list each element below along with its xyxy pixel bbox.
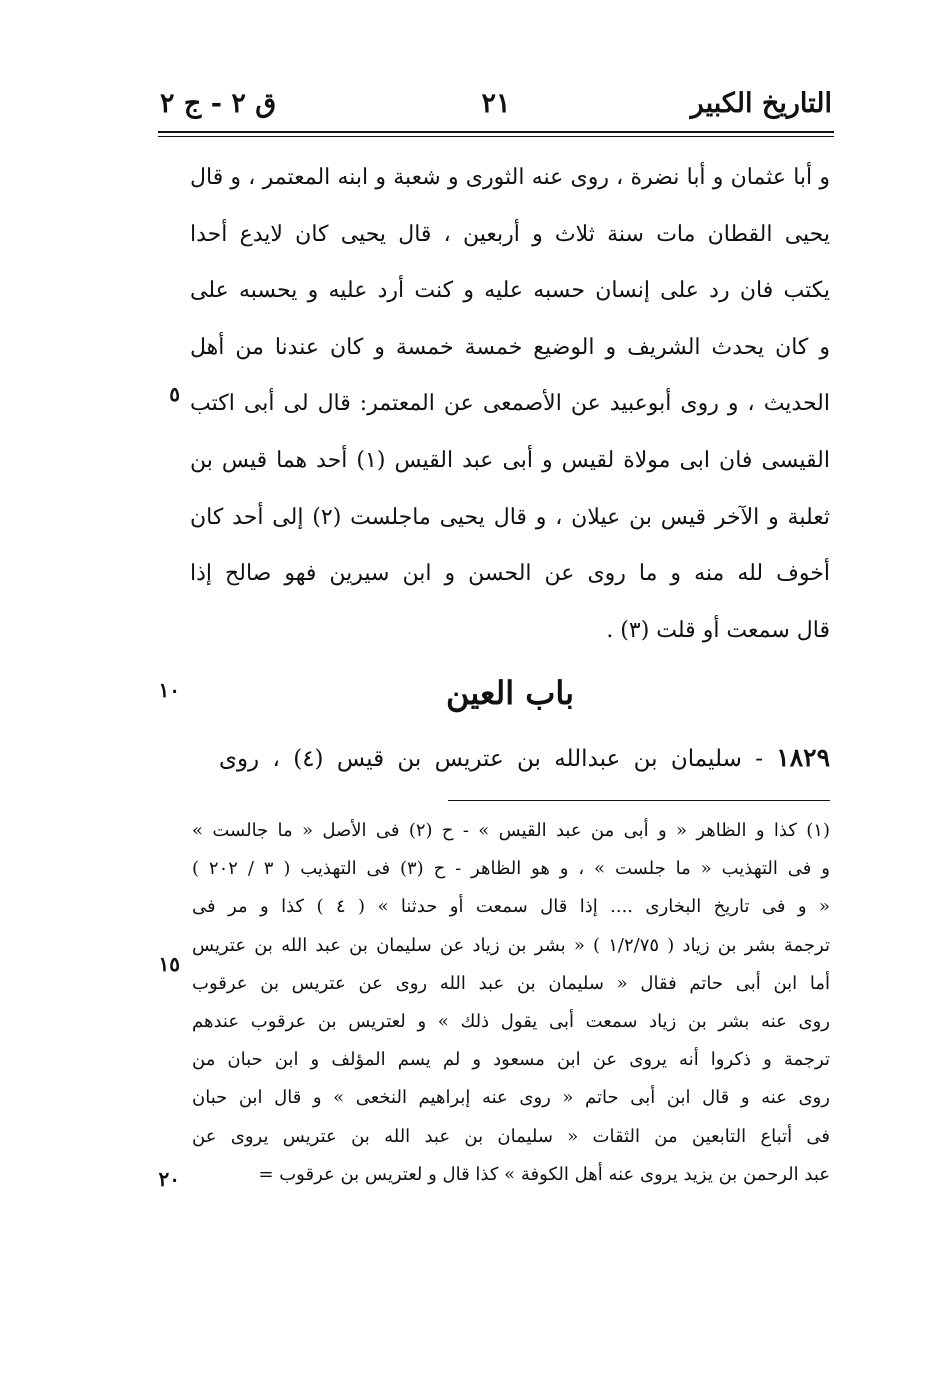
entry-number: ١٨٢٩ [776, 743, 830, 772]
entry-text: سليمان بن عبدالله بن عتريس بن قيس (٤) ، روى [218, 746, 742, 772]
header-rule-thin [158, 136, 834, 137]
footnote-line: روى عنه بشر بن زياد سمعت أبى يقول ذلك » و لعتريس بن عرقوب عندهم [192, 1010, 830, 1032]
footnote-line: أما ابن أبى حاتم فقال « سليمان بن عبد الله روى عن عتريس بن عرقوب [192, 972, 830, 994]
text-line: الحديث ، و روى أبوعبيد عن الأصمعى عن المعتمر: قال لى أبى اكتب [190, 391, 830, 417]
book-title: التاريخ الكبير [690, 88, 832, 119]
footnote-line: (١) كذا و الظاهر « و أبى من عبد القيس » - ح (٢) فى الأصل « ما جالست » [192, 820, 830, 841]
footnote-line: و فى التهذيب « ما جلست » ، و هو الظاهر - ح (٣) فى التهذيب ( ٣ / ٢٠٢ ) [192, 858, 830, 880]
text-line: و كان يحدث الشريف و الوضيع خمسة خمسة و كان عندنا من أهل [190, 334, 830, 360]
section-heading: باب العين [445, 674, 574, 712]
margin-line-number: ٢٠ [158, 1167, 180, 1191]
footnote-line: عبد الرحمن بن يزيد يروى عنه أهل الكوفة » كذا قال و لعتريس بن عرقوب = [258, 1163, 830, 1185]
text-line: و أبا عثمان و أبا نضرة ، روى عنه الثورى و شعبة و ابنه المعتمر ، و قال [190, 165, 830, 190]
text-line: يحيى القطان مات سنة ثلاث و أربعين ، قال يحيى كان لايدع أحدا [190, 221, 830, 247]
margin-line-number: ٥ [169, 382, 180, 406]
entry-line [200, 730, 830, 786]
footnotes [192, 812, 830, 1194]
text-line: ثعلبة و الآخر قيس بن عيلان ، و قال يحيى ماجلست (٢) إلى أحد كان [190, 504, 830, 530]
footnote-line: « و فى تاريخ البخارى .... إذا قال سمعت أو حدثنا » ( ٤ ) كذا و مر فى [192, 896, 830, 918]
volume-reference: ق ٢ - ج ٢ [160, 88, 277, 119]
footnote-line: روى عنه و قال ابن أبى حاتم « روى عنه إبراهيم النخعى » و قال ابن حبان [192, 1087, 830, 1109]
margin-line-number: ١٠ [158, 678, 180, 702]
header-rule-thick [158, 131, 834, 133]
footnote-separator [448, 800, 830, 801]
main-text [190, 150, 830, 659]
running-header [160, 88, 832, 128]
margin-line-number: ١٥ [158, 952, 180, 976]
text-line: القيسى فان ابى مولاة لقيس و أبى عبد القيس (١) أحد هما قيس بن [190, 447, 830, 473]
footnote-line: ترجمة و ذكروا أنه يروى عن ابن مسعود و لم يسم المؤلف و ابن حبان من [192, 1049, 830, 1071]
text-line: يكتب فان رد على إنسان حسبه عليه و كنت أرد عليه و يحسبه على [190, 278, 830, 304]
text-line: أخوف لله منه و ما روى عن الحسن و ابن سيرين فهو صالح إذا [190, 561, 830, 587]
entry-dash: - [755, 746, 763, 772]
page-number: ٢١ [481, 88, 511, 119]
footnote-line: ترجمة بشر بن زياد ( ١/٢/٧٥ ) « بشر بن زياد عن سليمان بن عبد الله بن عتريس [192, 934, 830, 956]
text-line: قال سمعت أو قلت (٣) . [606, 617, 830, 643]
footnote-line: فى أتباع التابعين من الثقات « سليمان بن عبد الله بن عتريس يروى عن [192, 1125, 830, 1147]
